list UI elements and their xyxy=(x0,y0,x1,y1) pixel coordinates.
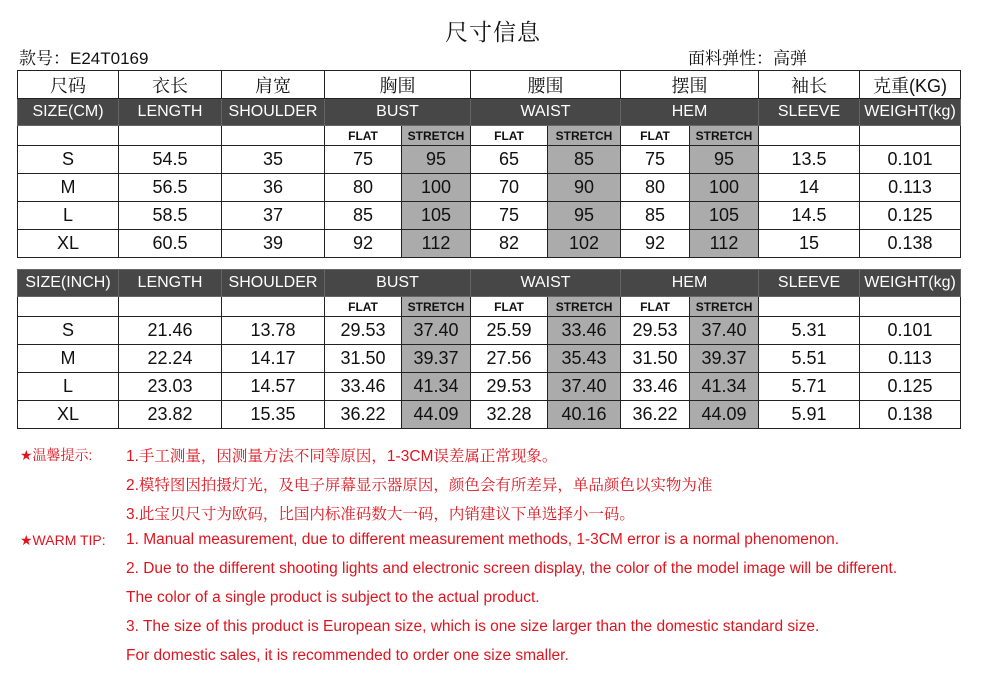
table-row xyxy=(18,345,961,373)
cn-note-row xyxy=(20,469,980,498)
header-hem: HEM xyxy=(621,99,759,126)
value-cell: 36.22 xyxy=(325,401,402,429)
size-cell: XL xyxy=(18,401,119,429)
page-title: 尺寸信息 xyxy=(445,19,541,45)
value-cell: 75 xyxy=(471,202,548,230)
value-cell: 5.71 xyxy=(759,373,860,401)
size-cell: L xyxy=(18,202,119,230)
value-cell: 65 xyxy=(471,146,548,174)
warm-tips xyxy=(20,440,980,672)
value-cell: 85 xyxy=(548,146,621,174)
value-cell: 0.101 xyxy=(860,146,961,174)
table-row xyxy=(18,146,961,174)
value-cell: 39.37 xyxy=(402,345,471,373)
en-note-row xyxy=(20,527,980,556)
value-cell: 39 xyxy=(222,230,325,258)
value-cell: 5.31 xyxy=(759,317,860,345)
header-sleeve: SLEEVE xyxy=(759,99,860,126)
header-waist: WAIST xyxy=(471,270,621,297)
en-note-1: 1. Manual measurement, due to different measurement methods, 1-3CM error is a normal phenomenon. xyxy=(126,531,840,548)
table-row xyxy=(18,174,961,202)
flat-label: FLAT xyxy=(471,297,548,317)
value-cell: 0.138 xyxy=(860,401,961,429)
cn-header-bust: 胸围 xyxy=(325,71,471,99)
cn-note-3: 3.此宝贝尺寸为欧码，比国内标准码数大一码，内销建议下单选择小一码。 xyxy=(126,506,635,523)
stretch-label: STRETCH xyxy=(548,297,621,317)
empty-cell xyxy=(222,126,325,146)
value-cell: 41.34 xyxy=(690,373,759,401)
header-weight: WEIGHT(kg) xyxy=(860,99,961,126)
flat-label: FLAT xyxy=(621,126,690,146)
value-cell: 0.113 xyxy=(860,174,961,202)
value-cell: 23.03 xyxy=(119,373,222,401)
empty-cell xyxy=(860,297,961,317)
header-weight: WEIGHT(kg) xyxy=(860,270,961,297)
header-hem: HEM xyxy=(621,270,759,297)
value-cell: 15 xyxy=(759,230,860,258)
size-cell: M xyxy=(18,345,119,373)
flat-label: FLAT xyxy=(325,126,402,146)
value-cell: 31.50 xyxy=(621,345,690,373)
value-cell: 105 xyxy=(690,202,759,230)
size-cell: S xyxy=(18,146,119,174)
value-cell: 15.35 xyxy=(222,401,325,429)
value-cell: 60.5 xyxy=(119,230,222,258)
value-cell: 13.5 xyxy=(759,146,860,174)
table-row xyxy=(18,317,961,345)
empty-cell xyxy=(18,297,119,317)
value-cell: 36.22 xyxy=(621,401,690,429)
subheader-row xyxy=(18,297,961,317)
header-bust: BUST xyxy=(325,99,471,126)
value-cell: 56.5 xyxy=(119,174,222,202)
en-note-row xyxy=(20,556,980,585)
en-note-5: For domestic sales, it is recommended to order one size smaller. xyxy=(126,647,569,664)
value-cell: 35.43 xyxy=(548,345,621,373)
table-row xyxy=(18,230,961,258)
value-cell: 95 xyxy=(690,146,759,174)
flat-label: FLAT xyxy=(471,126,548,146)
value-cell: 5.51 xyxy=(759,345,860,373)
value-cell: 14.57 xyxy=(222,373,325,401)
en-note-row xyxy=(20,585,980,614)
value-cell: 85 xyxy=(621,202,690,230)
stretch-label: STRETCH xyxy=(690,126,759,146)
value-cell: 90 xyxy=(548,174,621,202)
value-cell: 36 xyxy=(222,174,325,202)
value-cell: 22.24 xyxy=(119,345,222,373)
value-cell: 33.46 xyxy=(621,373,690,401)
value-cell: 29.53 xyxy=(621,317,690,345)
en-note-3: The color of a single product is subject to the actual product. xyxy=(126,589,540,606)
header-shoulder: SHOULDER xyxy=(222,99,325,126)
value-cell: 95 xyxy=(402,146,471,174)
value-cell: 75 xyxy=(325,146,402,174)
value-cell: 100 xyxy=(402,174,471,202)
value-cell: 0.113 xyxy=(860,345,961,373)
value-cell: 82 xyxy=(471,230,548,258)
value-cell: 27.56 xyxy=(471,345,548,373)
size-cell: M xyxy=(18,174,119,202)
value-cell: 54.5 xyxy=(119,146,222,174)
table-row xyxy=(18,401,961,429)
value-cell: 44.09 xyxy=(690,401,759,429)
value-cell: 0.125 xyxy=(860,373,961,401)
value-cell: 105 xyxy=(402,202,471,230)
en-note-row xyxy=(20,643,980,672)
header-size: SIZE(CM) xyxy=(18,99,119,126)
header-size: SIZE(INCH) xyxy=(18,270,119,297)
empty-cell xyxy=(18,126,119,146)
empty-cell xyxy=(759,126,860,146)
cn-note-2: 2.模特图因拍摄灯光，及电子屏幕显示器原因，颜色会有所差异，单品颜色以实物为准 xyxy=(126,477,713,494)
cn-header-length: 衣长 xyxy=(119,71,222,99)
value-cell: 14.5 xyxy=(759,202,860,230)
en-note-4: 3. The size of this product is European size, which is one size larger than the domestic standard size. xyxy=(126,618,820,635)
cn-tip-label: ★温馨提示: xyxy=(20,447,93,463)
value-cell: 29.53 xyxy=(325,317,402,345)
value-cell: 40.16 xyxy=(548,401,621,429)
value-cell: 92 xyxy=(325,230,402,258)
size-cell: L xyxy=(18,373,119,401)
stretch-label: STRETCH xyxy=(402,297,471,317)
value-cell: 41.34 xyxy=(402,373,471,401)
header-row xyxy=(18,99,961,126)
stretch-label: STRETCH xyxy=(690,297,759,317)
value-cell: 29.53 xyxy=(471,373,548,401)
cn-header-hem: 摆围 xyxy=(621,71,759,99)
empty-cell xyxy=(222,297,325,317)
header-row xyxy=(18,270,961,297)
flat-label: FLAT xyxy=(621,297,690,317)
stretch-label: STRETCH xyxy=(402,126,471,146)
value-cell: 92 xyxy=(621,230,690,258)
value-cell: 80 xyxy=(621,174,690,202)
en-tip-label: ★WARM TIP: xyxy=(20,532,106,548)
stretch-label: STRETCH xyxy=(548,126,621,146)
value-cell: 102 xyxy=(548,230,621,258)
value-cell: 100 xyxy=(690,174,759,202)
en-note-2: 2. Due to the different shooting lights and electronic screen display, the color of the model image will be different. xyxy=(126,560,898,577)
value-cell: 33.46 xyxy=(548,317,621,345)
value-cell: 23.82 xyxy=(119,401,222,429)
header-waist: WAIST xyxy=(471,99,621,126)
value-cell: 112 xyxy=(690,230,759,258)
value-cell: 112 xyxy=(402,230,471,258)
value-cell: 85 xyxy=(325,202,402,230)
cn-note-1: 1.手工测量，因测量方法不同等原因，1-3CM误差属正常现象。 xyxy=(126,448,558,465)
value-cell: 32.28 xyxy=(471,401,548,429)
empty-cell xyxy=(119,297,222,317)
fabric-elasticity: 面料弹性：高弹 xyxy=(688,49,807,68)
value-cell: 33.46 xyxy=(325,373,402,401)
value-cell: 70 xyxy=(471,174,548,202)
header-length: LENGTH xyxy=(119,99,222,126)
value-cell: 35 xyxy=(222,146,325,174)
size-table-inch xyxy=(17,269,961,429)
header-length: LENGTH xyxy=(119,270,222,297)
size-cell: XL xyxy=(18,230,119,258)
value-cell: 14.17 xyxy=(222,345,325,373)
value-cell: 39.37 xyxy=(690,345,759,373)
cn-header-weight: 克重(KG) xyxy=(860,71,961,99)
cn-header-sleeve: 袖长 xyxy=(759,71,860,99)
value-cell: 14 xyxy=(759,174,860,202)
value-cell: 80 xyxy=(325,174,402,202)
value-cell: 31.50 xyxy=(325,345,402,373)
header-bust: BUST xyxy=(325,270,471,297)
cn-header-waist: 腰围 xyxy=(471,71,621,99)
style-number: 款号：E24T0169 xyxy=(19,49,149,68)
chinese-header-row xyxy=(18,71,961,99)
header-sleeve: SLEEVE xyxy=(759,270,860,297)
table-row xyxy=(18,202,961,230)
value-cell: 13.78 xyxy=(222,317,325,345)
value-cell: 0.125 xyxy=(860,202,961,230)
value-cell: 37.40 xyxy=(402,317,471,345)
empty-cell xyxy=(759,297,860,317)
header-shoulder: SHOULDER xyxy=(222,270,325,297)
value-cell: 37.40 xyxy=(548,373,621,401)
value-cell: 95 xyxy=(548,202,621,230)
cn-note-row xyxy=(20,440,980,469)
size-cell: S xyxy=(18,317,119,345)
table-row xyxy=(18,373,961,401)
empty-cell xyxy=(119,126,222,146)
flat-label: FLAT xyxy=(325,297,402,317)
en-note-row xyxy=(20,614,980,643)
value-cell: 0.101 xyxy=(860,317,961,345)
value-cell: 37.40 xyxy=(690,317,759,345)
value-cell: 37 xyxy=(222,202,325,230)
cn-note-row xyxy=(20,498,980,527)
value-cell: 21.46 xyxy=(119,317,222,345)
value-cell: 0.138 xyxy=(860,230,961,258)
value-cell: 75 xyxy=(621,146,690,174)
value-cell: 44.09 xyxy=(402,401,471,429)
value-cell: 25.59 xyxy=(471,317,548,345)
empty-cell xyxy=(860,126,961,146)
value-cell: 58.5 xyxy=(119,202,222,230)
size-table-cm xyxy=(17,70,961,258)
cn-header-shoulder: 肩宽 xyxy=(222,71,325,99)
subheader-row xyxy=(18,126,961,146)
value-cell: 5.91 xyxy=(759,401,860,429)
cn-header-size: 尺码 xyxy=(18,71,119,99)
